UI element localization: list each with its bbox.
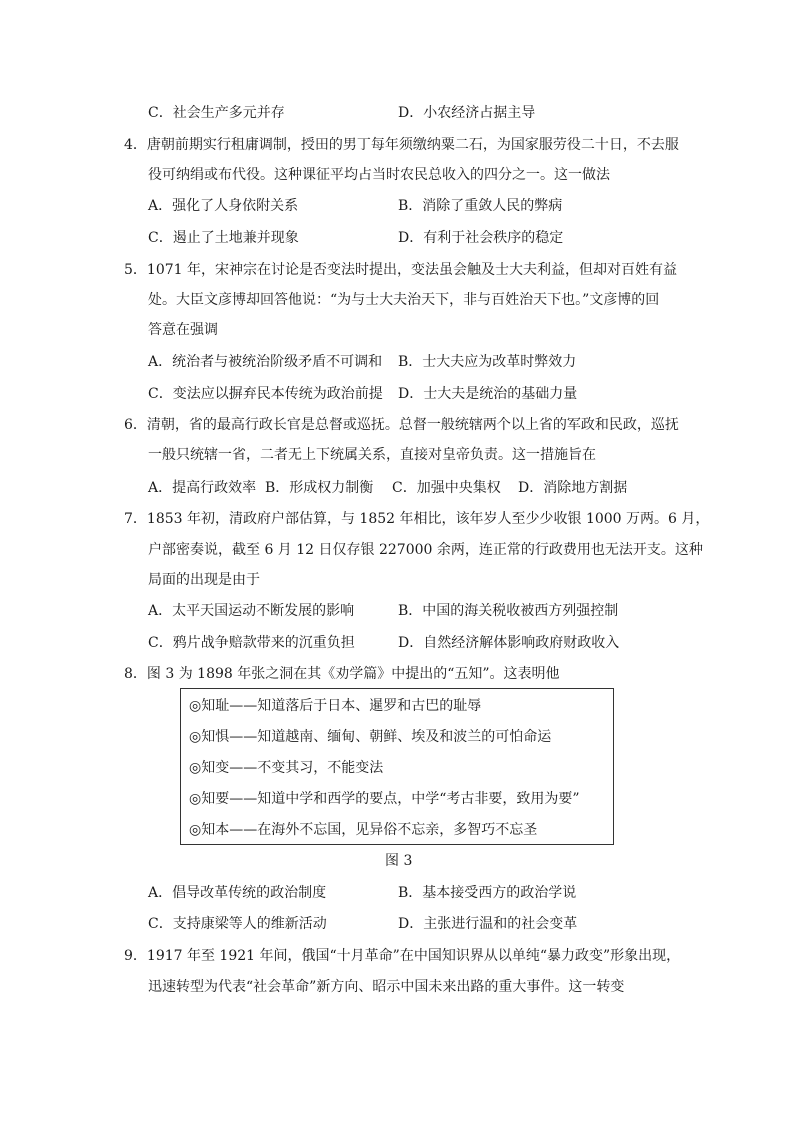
- q7-stem-line2: 户部密奏说，截至 6 月 12 日仅存银 227000 余两，连正常的行政费用也无法开支。这种: [148, 542, 703, 558]
- figure-3-box: [180, 688, 614, 845]
- q5-stem-line3: 答意在强调: [148, 322, 218, 338]
- q7-option-c: C．鸦片战争赔款带来的沉重负担: [148, 635, 355, 651]
- q6-stem-line1: 6．清朝，省的最高行政长官是总督或巡抚。总督一般统辖两个以上省的军政和民政，巡抚: [124, 417, 679, 433]
- q4-option-b: B．消除了重敛人民的弊病: [398, 198, 563, 214]
- q6-option-b: B．形成权力制衡: [265, 480, 374, 496]
- q6-option-d: D．消除地方割据: [518, 480, 628, 496]
- box-row-zhibian: ◎知变——不变其习，不能变法: [189, 760, 384, 776]
- q8-option-b: B．基本接受西方的政治学说: [398, 885, 577, 901]
- q4-option-d: D．有利于社会秩序的稳定: [398, 230, 564, 246]
- q5-stem-line1: 5．1071 年，宋神宗在讨论是否变法时提出，变法虽会触及士大夫利益，但却对百姓有益: [124, 262, 677, 278]
- q9-stem-line1: 9．1917 年至 1921 年间，俄国“十月革命”在中国知识界从以单纯“暴力政变”形象出现，: [124, 948, 681, 964]
- box-row-zhichi: ◎知耻——知道落后于日本、暹罗和古巴的耻辱: [189, 698, 482, 714]
- q8-stem-line1: 8．图 3 为 1898 年张之洞在其《劝学篇》中提出的“五知”。这表明他: [124, 666, 560, 682]
- q5-option-c: C．变法应以摒弃民本传统为政治前提: [148, 386, 383, 402]
- q4-stem-line2: 役可纳绢或布代役。这种课征平均占当时农民总收入的四分之一。这一做法: [148, 167, 610, 183]
- q6-option-c: C．加强中央集权: [392, 480, 501, 496]
- q4-stem-line1: 4．唐朝前期实行租庸调制，授田的男丁每年须缴纳粟二石，为国家服劳役二十日，不去服: [124, 137, 679, 153]
- q6-stem-line2: 一般只统辖一省，二者无上下统属关系，直接对皇帝负责。这一措施旨在: [148, 447, 596, 463]
- q7-option-b: B．中国的海关税收被西方列强控制: [398, 603, 619, 619]
- q8-option-d: D．主张进行温和的社会变革: [398, 916, 578, 932]
- q7-stem-line3: 局面的出现是由于: [148, 572, 260, 588]
- q7-stem-line1: 7．1853 年初，清政府户部估算，与 1852 年相比，该年岁人至少少收银 1000 万两。6 月，: [124, 511, 710, 527]
- q9-stem-line2: 迅速转型为代表“社会革命”新方向、昭示中国未来出路的重大事件。这一转变: [148, 979, 625, 995]
- q3-option-d: D．小农经济占据主导: [398, 105, 536, 121]
- q3-option-c: C．社会生产多元并存: [148, 105, 285, 121]
- q7-option-a: A．太平天国运动不断发展的影响: [148, 603, 355, 619]
- q8-option-a: A．倡导改革传统的政治制度: [148, 885, 327, 901]
- q7-option-d: D．自然经济解体影响政府财政收入: [398, 635, 620, 651]
- q5-stem-line2: 处。大臣文彦博却回答他说：“为与士大夫治天下，非与百姓治天下也。”文彦博的回: [148, 292, 660, 308]
- figure-caption: 图 3: [385, 853, 413, 869]
- q5-option-d: D．士大夫是统治的基础力量: [398, 386, 578, 402]
- q8-option-c: C．支持康梁等人的维新活动: [148, 916, 327, 932]
- q4-option-a: A．强化了人身依附关系: [148, 198, 299, 214]
- q4-option-c: C．遏止了土地兼并现象: [148, 230, 299, 246]
- q5-option-a: A．统治者与被统治阶级矛盾不可调和: [148, 354, 383, 370]
- box-row-zhiju: ◎知惧——知道越南、缅甸、朝鲜、埃及和波兰的可怕命运: [189, 729, 552, 745]
- q5-option-b: B．士大夫应为改革时弊效力: [398, 354, 577, 370]
- box-row-zhiben: ◎知本——在海外不忘国，见异俗不忘亲，多智巧不忘圣: [189, 822, 538, 838]
- box-row-zhiyao: ◎知要——知道中学和西学的要点，中学“考古非要，致用为要”: [189, 791, 580, 807]
- q6-option-a: A．提高行政效率: [148, 480, 257, 496]
